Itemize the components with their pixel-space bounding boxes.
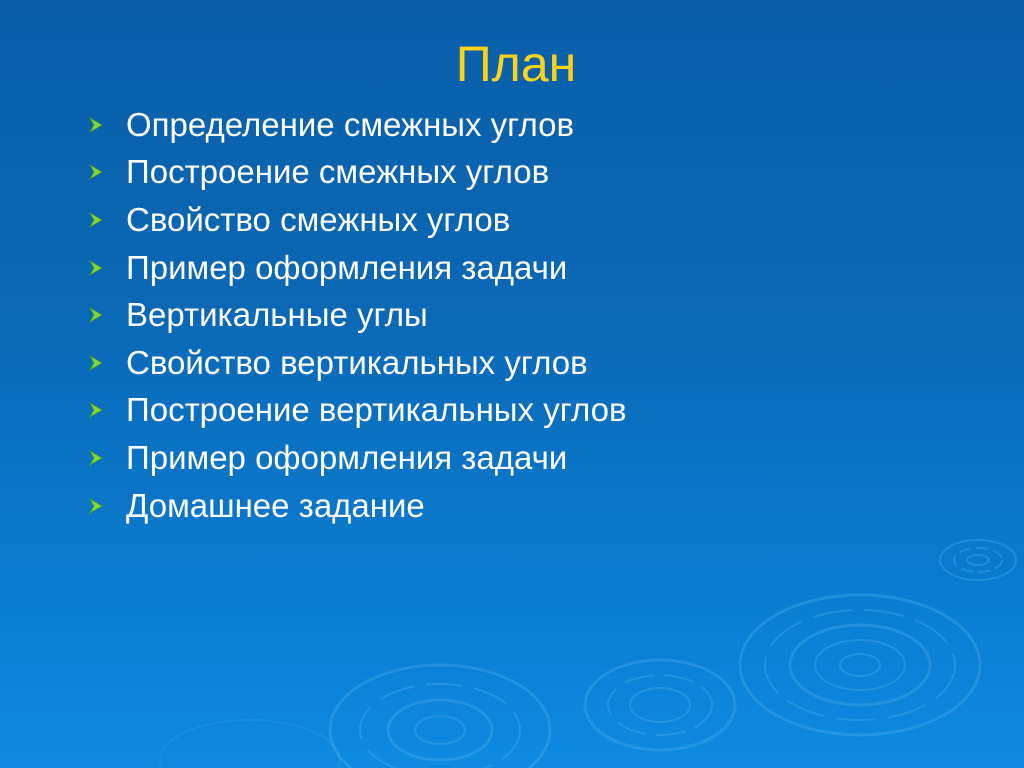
list-item-label: Построение вертикальных углов	[126, 391, 627, 429]
arrowhead-bullet-icon	[88, 498, 126, 514]
list-item	[88, 482, 627, 530]
slide-title: План	[455, 36, 577, 92]
list-item-label: Свойство вертикальных углов	[126, 343, 588, 381]
arrowhead-bullet-icon	[88, 450, 126, 466]
arrowhead-bullet-icon	[88, 260, 126, 276]
list-item	[88, 244, 627, 292]
list-item-label: Определение смежных углов	[126, 105, 574, 143]
list-item	[88, 196, 627, 244]
list-item	[88, 339, 627, 387]
list-item-label: Пример оформления задачи	[126, 438, 568, 476]
list-item-label: Домашнее задание	[126, 486, 425, 524]
arrowhead-bullet-icon	[88, 402, 126, 418]
arrowhead-bullet-icon	[88, 117, 126, 133]
plan-bullet-list	[88, 101, 627, 529]
list-item	[88, 101, 627, 149]
arrowhead-bullet-icon	[88, 164, 126, 180]
list-item	[88, 387, 627, 435]
arrowhead-bullet-icon	[88, 212, 126, 228]
list-item-label: Построение смежных углов	[126, 153, 550, 191]
list-item	[88, 291, 627, 339]
list-item	[88, 434, 627, 482]
arrowhead-bullet-icon	[88, 355, 126, 371]
list-item-label: Свойство смежных углов	[126, 200, 511, 238]
list-item-label: Вертикальные углы	[126, 296, 428, 334]
arrowhead-bullet-icon	[88, 307, 126, 323]
list-item-label: Пример оформления задачи	[126, 248, 568, 286]
list-item	[88, 149, 627, 197]
